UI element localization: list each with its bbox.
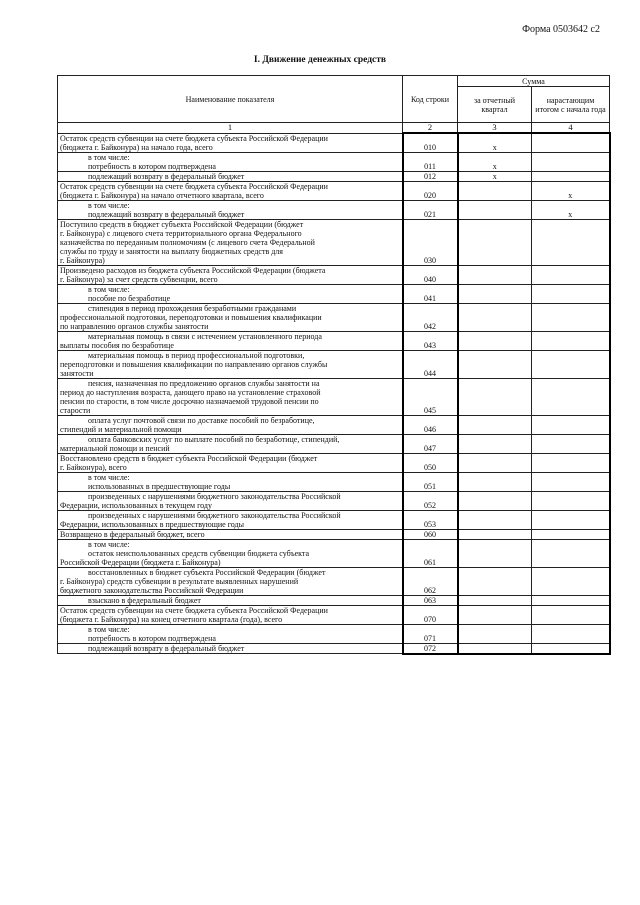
row-name-line: в том числе: xyxy=(88,472,130,482)
row-code: 060 xyxy=(403,529,458,539)
table-row xyxy=(58,491,610,510)
row-cumulative-value xyxy=(532,378,610,415)
row-code: 061 xyxy=(403,539,458,567)
row-name-line: Российской Федерации (бюджета г. Байконура) xyxy=(60,557,221,567)
row-cumulative-value xyxy=(532,133,610,152)
row-name xyxy=(58,350,403,378)
row-name xyxy=(58,643,403,654)
row-name xyxy=(58,472,403,491)
row-cumulative-value xyxy=(532,415,610,434)
row-name-line: в том числе: xyxy=(88,152,130,162)
row-cumulative-value xyxy=(532,434,610,453)
row-current-value xyxy=(458,529,532,539)
row-name xyxy=(58,200,403,219)
row-code: 050 xyxy=(403,453,458,472)
row-code: 021 xyxy=(403,200,458,219)
row-code: 043 xyxy=(403,331,458,350)
row-cumulative-value xyxy=(532,453,610,472)
header-sum: Сумма xyxy=(458,76,610,87)
table-row xyxy=(58,643,610,654)
table-body xyxy=(58,133,610,654)
row-name xyxy=(58,303,403,331)
table-row xyxy=(58,378,610,415)
row-current-value xyxy=(458,624,532,643)
row-name-line: г. Байконура) за счет средств субвенции, всего xyxy=(60,274,218,284)
col-number-2: 2 xyxy=(403,123,458,134)
row-code: 046 xyxy=(403,415,458,434)
table-row xyxy=(58,331,610,350)
row-code: 011 xyxy=(403,152,458,171)
row-name-line: г. Байконура) с лицевого счета территориального органа Федерального xyxy=(60,228,302,238)
header-cumulative: нарастающим итогом с начала года xyxy=(532,87,610,123)
row-name-line: в том числе: xyxy=(88,539,130,549)
row-name xyxy=(58,265,403,284)
row-name-line: произведенных с нарушениями бюджетного законодательства Российской xyxy=(88,510,341,520)
row-name-line: старости xyxy=(60,405,91,415)
row-name xyxy=(58,434,403,453)
row-name-line: пособие по безработице xyxy=(88,293,171,303)
row-name-line: г. Байконура) xyxy=(60,255,105,265)
row-name xyxy=(58,171,403,181)
table-row xyxy=(58,529,610,539)
row-code: 010 xyxy=(403,133,458,152)
row-name-line: бюджетного законодательства Российской Федерации xyxy=(60,585,244,595)
table-row xyxy=(58,453,610,472)
row-name xyxy=(58,605,403,624)
row-name-line: стипендий и материальной помощи xyxy=(60,424,182,434)
row-cumulative-value xyxy=(532,303,610,331)
table-row xyxy=(58,595,610,605)
row-code: 044 xyxy=(403,350,458,378)
row-cumulative-value xyxy=(532,491,610,510)
header-name: Наименование показателя xyxy=(58,76,403,123)
section-title: I. Движение денежных средств xyxy=(253,55,387,65)
row-name-line: г. Байконура) средств субвенции в результате выявленных нарушений xyxy=(60,576,299,586)
row-code: 071 xyxy=(403,624,458,643)
row-name-line: подлежащий возврату в федеральный бюджет xyxy=(88,644,245,653)
row-cumulative-value: x xyxy=(532,200,610,219)
row-name xyxy=(58,539,403,567)
row-current-value xyxy=(458,434,532,453)
row-code: 030 xyxy=(403,219,458,265)
row-name-line: г. Байконура), всего xyxy=(60,462,127,472)
row-current-value xyxy=(458,378,532,415)
row-cumulative-value xyxy=(532,567,610,595)
row-current-value xyxy=(458,219,532,265)
row-name-line: потребность в котором подтверждена xyxy=(88,633,216,643)
row-current-value: x xyxy=(458,152,532,171)
row-current-value xyxy=(458,605,532,624)
row-name-line: Федерации, использованных в предшествующие годы xyxy=(60,519,245,529)
table-row xyxy=(58,200,610,219)
header-current: за отчетный квартал xyxy=(458,87,532,123)
row-name-line: Остаток средств субвенции на счете бюджета субъекта Российской Федерации xyxy=(60,181,328,191)
table-row xyxy=(58,152,610,171)
row-name-line: (бюджета г. Байконура) на конец отчетного квартала (года), всего xyxy=(60,614,283,624)
row-name-line: Федерации, использованных в текущем году xyxy=(60,500,212,510)
row-name-line: занятости xyxy=(60,368,94,378)
row-name xyxy=(58,510,403,529)
row-current-value xyxy=(458,181,532,200)
row-current-value: x xyxy=(458,171,532,181)
row-code: 051 xyxy=(403,472,458,491)
table-row xyxy=(58,605,610,624)
row-cumulative-value xyxy=(532,595,610,605)
row-name xyxy=(58,133,403,152)
table-row xyxy=(58,350,610,378)
row-code: 042 xyxy=(403,303,458,331)
row-name-line: Остаток средств субвенции на счете бюджета субъекта Российской Федерации xyxy=(60,133,328,143)
col-number-3: 3 xyxy=(458,123,532,134)
row-cumulative-value xyxy=(532,510,610,529)
row-current-value xyxy=(458,510,532,529)
row-code: 020 xyxy=(403,181,458,200)
row-cumulative-value xyxy=(532,472,610,491)
row-code: 045 xyxy=(403,378,458,415)
row-name xyxy=(58,219,403,265)
row-name-line: в том числе: xyxy=(88,200,130,210)
row-cumulative-value xyxy=(532,624,610,643)
row-current-value xyxy=(458,284,532,303)
table-row xyxy=(58,265,610,284)
row-cumulative-value xyxy=(532,152,610,171)
col-number-4: 4 xyxy=(532,123,610,134)
row-name-line: восстановленных в бюджет субъекта Российской Федерации (бюджет xyxy=(88,567,326,577)
row-name-line: подлежащий возврату в федеральный бюджет xyxy=(88,171,245,181)
col-number-1: 1 xyxy=(58,123,403,134)
row-current-value xyxy=(458,350,532,378)
row-name-line: (бюджета г. Байконура) на начало года, всего xyxy=(60,142,213,152)
row-name-line: Произведено расходов из бюджета субъекта Российской Федерации (бюджета xyxy=(60,265,326,275)
row-name-line: взыскано в федеральный бюджет xyxy=(88,595,201,605)
row-name-line: переподготовки и повышения квалификации по направлению органов службы xyxy=(60,359,328,369)
row-name-line: материальная помощь в связи с истечением установленного периода xyxy=(88,331,322,341)
row-code: 047 xyxy=(403,434,458,453)
table-row xyxy=(58,510,610,529)
row-current-value xyxy=(458,472,532,491)
row-name-line: использованных в предшествующие годы xyxy=(88,481,231,491)
row-code: 063 xyxy=(403,595,458,605)
row-name xyxy=(58,491,403,510)
row-cumulative-value xyxy=(532,219,610,265)
table-row xyxy=(58,415,610,434)
row-name-line: пенсии по старости, в том числе досрочно назначаемой трудовой пенсии по xyxy=(60,396,319,406)
row-name-line: оплата банковских услуг по выплате пособий по безработице, стипендий, xyxy=(88,434,340,444)
cash-flow-table xyxy=(57,75,611,655)
row-cumulative-value: x xyxy=(532,181,610,200)
row-current-value xyxy=(458,595,532,605)
row-name-line: материальная помощь в период профессиональной подготовки, xyxy=(88,350,305,360)
row-code: 052 xyxy=(403,491,458,510)
row-current-value xyxy=(458,491,532,510)
row-current-value: x xyxy=(458,133,532,152)
row-cumulative-value xyxy=(532,529,610,539)
row-name-line: материальной помощи и пенсий xyxy=(60,443,170,453)
row-name xyxy=(58,331,403,350)
row-name-line: Восстановлено средств в бюджет субъекта Российской Федерации (бюджет xyxy=(60,453,318,463)
row-name-line: подлежащий возврату в федеральный бюджет xyxy=(88,209,245,219)
table-row xyxy=(58,171,610,181)
row-name-line: Возвращено в федеральный бюджет, всего xyxy=(60,529,205,539)
row-name-line: (бюджета г. Байконура) на начало отчетного квартала, всего xyxy=(60,190,264,200)
row-name-line: казначейства по переданным полномочиям (с лицевого счета Федеральной xyxy=(60,237,315,247)
table-row xyxy=(58,133,610,152)
row-code: 012 xyxy=(403,171,458,181)
row-cumulative-value xyxy=(532,605,610,624)
row-name xyxy=(58,284,403,303)
row-name-line: оплата услуг почтовой связи по доставке пособий по безработице, xyxy=(88,415,315,425)
row-name-line: службы по труду и занятости на выплату бюджетных средств для xyxy=(60,246,283,256)
row-name-line: профессиональной подготовки, переподготовки и повышения квалификации xyxy=(60,312,322,322)
table-row xyxy=(58,472,610,491)
row-name xyxy=(58,415,403,434)
table-row xyxy=(58,567,610,595)
row-current-value xyxy=(458,415,532,434)
row-code: 062 xyxy=(403,567,458,595)
row-current-value xyxy=(458,265,532,284)
row-code: 040 xyxy=(403,265,458,284)
form-code: Форма 0503642 с2 xyxy=(522,24,600,35)
row-name xyxy=(58,453,403,472)
row-current-value xyxy=(458,539,532,567)
row-name-line: период до наступления возраста, дающего право на установление страховой xyxy=(60,387,321,397)
row-current-value xyxy=(458,331,532,350)
table-row xyxy=(58,434,610,453)
row-current-value xyxy=(458,200,532,219)
row-cumulative-value xyxy=(532,643,610,654)
table-row xyxy=(58,539,610,567)
row-name-line: произведенных с нарушениями бюджетного законодательства Российской xyxy=(88,491,341,501)
row-cumulative-value xyxy=(532,350,610,378)
row-code: 070 xyxy=(403,605,458,624)
row-name xyxy=(58,181,403,200)
row-name-line: остаток неиспользованных средств субвенции бюджета субъекта xyxy=(88,548,310,558)
row-current-value xyxy=(458,643,532,654)
header-code: Код строки xyxy=(403,76,458,123)
row-name xyxy=(58,595,403,605)
row-name xyxy=(58,567,403,595)
row-current-value xyxy=(458,567,532,595)
row-name-line: по направлению органов службы занятости xyxy=(60,321,209,331)
row-current-value xyxy=(458,453,532,472)
table-row xyxy=(58,303,610,331)
row-name xyxy=(58,624,403,643)
row-current-value xyxy=(458,303,532,331)
row-name-line: в том числе: xyxy=(88,624,130,634)
row-name xyxy=(58,378,403,415)
row-code: 041 xyxy=(403,284,458,303)
row-cumulative-value xyxy=(532,265,610,284)
row-name xyxy=(58,152,403,171)
row-cumulative-value xyxy=(532,284,610,303)
row-code: 072 xyxy=(403,643,458,654)
row-name-line: Остаток средств субвенции на счете бюджета субъекта Российской Федерации xyxy=(60,605,328,615)
table-row xyxy=(58,624,610,643)
table-row xyxy=(58,284,610,303)
row-cumulative-value xyxy=(532,331,610,350)
row-name-line: выплаты пособия по безработице xyxy=(60,340,174,350)
row-cumulative-value xyxy=(532,171,610,181)
row-name-line: стипендия в период прохождения безработными гражданами xyxy=(88,303,297,313)
row-name-line: пенсия, назначенная по предложению органов службы занятости на xyxy=(88,378,320,388)
row-name xyxy=(58,529,403,539)
row-name-line: Поступило средств в бюджет субъекта Российской Федерации (бюджет xyxy=(60,219,304,229)
row-name-line: потребность в котором подтверждена xyxy=(88,161,216,171)
row-code: 053 xyxy=(403,510,458,529)
table-row xyxy=(58,219,610,265)
table-row xyxy=(58,181,610,200)
row-cumulative-value xyxy=(532,539,610,567)
row-name-line: в том числе: xyxy=(88,284,130,294)
